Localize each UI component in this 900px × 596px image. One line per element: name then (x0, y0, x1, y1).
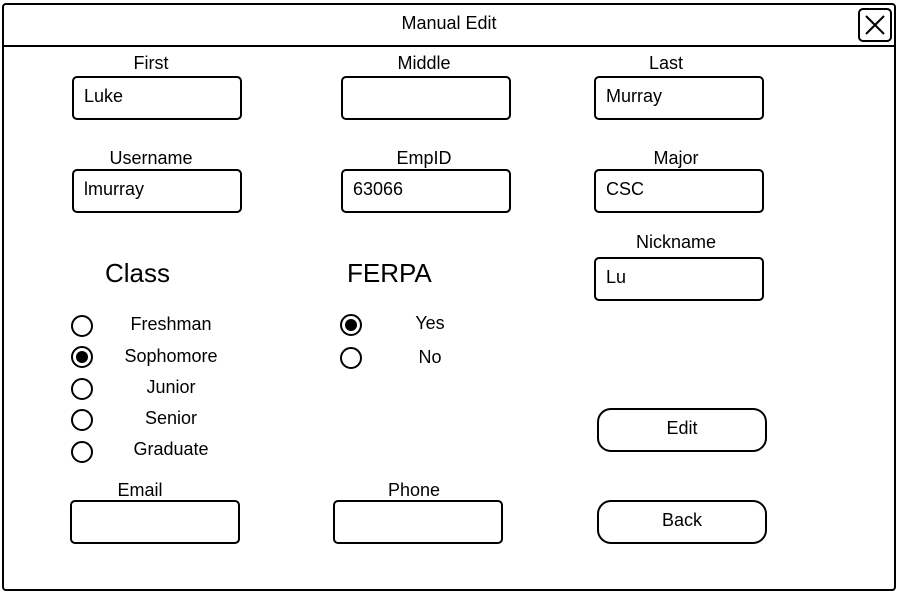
major-field[interactable]: CSC (594, 169, 764, 213)
class-option-label: Sophomore (124, 346, 218, 366)
major-label: Major (653, 148, 699, 168)
close-button[interactable] (858, 8, 892, 42)
title-bar (4, 5, 894, 47)
last-label: Last (648, 53, 684, 73)
close-icon (864, 14, 886, 36)
class-radio-graduate[interactable] (71, 441, 93, 463)
window-title: Manual Edit (401, 13, 497, 33)
username-field[interactable]: lmurray (72, 169, 242, 213)
ferpa-option-label: Yes (415, 313, 445, 333)
class-radio-sophomore[interactable] (71, 346, 93, 368)
class-option-label: Senior (144, 408, 198, 428)
first-label: First (133, 53, 169, 73)
empid-field[interactable]: 63066 (341, 169, 511, 213)
email-field[interactable] (70, 500, 240, 544)
empid-label: EmpID (396, 148, 452, 168)
ferpa-option-label: No (418, 347, 442, 367)
class-option-label: Junior (146, 377, 196, 397)
phone-field[interactable] (333, 500, 503, 544)
class-option-label: Graduate (133, 439, 209, 459)
edit-button[interactable]: Edit (597, 408, 767, 452)
nickname-label: Nickname (635, 232, 717, 252)
class-radio-senior[interactable] (71, 409, 93, 431)
class-radio-freshman[interactable] (71, 315, 93, 337)
last-name-field[interactable]: Murray (594, 76, 764, 120)
middle-label: Middle (397, 53, 451, 73)
class-radio-junior[interactable] (71, 378, 93, 400)
middle-name-field[interactable] (341, 76, 511, 120)
email-label: Email (117, 480, 163, 500)
back-button[interactable]: Back (597, 500, 767, 544)
class-heading: Class (105, 258, 171, 288)
username-label: Username (109, 148, 193, 168)
ferpa-radio-yes[interactable] (340, 314, 362, 336)
phone-label: Phone (387, 480, 441, 500)
nickname-field[interactable]: Lu (594, 257, 764, 301)
first-name-field[interactable]: Luke (72, 76, 242, 120)
ferpa-radio-no[interactable] (340, 347, 362, 369)
class-option-label: Freshman (130, 314, 212, 334)
ferpa-heading: FERPA (347, 258, 432, 288)
